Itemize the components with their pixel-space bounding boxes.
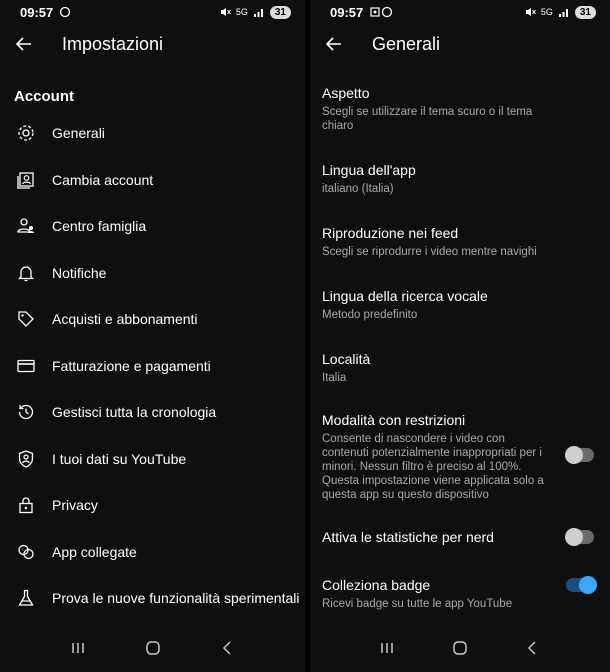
family-icon [16, 216, 36, 236]
menu-item-label: Cambia account [52, 171, 154, 188]
menu-item-dati[interactable] [0, 436, 305, 483]
setting-subtitle: italiano (Italia) [322, 183, 394, 195]
account-switch-icon [16, 170, 36, 190]
whatsapp-icon [381, 6, 393, 18]
setting-title: Aspetto [322, 85, 370, 101]
setting-title: Attiva le statistiche per nerd [322, 529, 494, 545]
setting-subtitle: Metodo predefinito [322, 309, 418, 321]
link-icon [16, 542, 36, 562]
menu-item-label: App collegate [52, 543, 137, 560]
status-time: 09:57 [330, 4, 364, 20]
credit-card-icon [16, 356, 36, 376]
toggle-knob [565, 446, 583, 464]
back-arrow-icon[interactable] [14, 34, 34, 54]
battery-badge: 31 [270, 6, 291, 19]
menu-item-label: Acquisti e abbonamenti [52, 311, 198, 328]
back-arrow-icon[interactable] [324, 34, 344, 54]
badge-toggle[interactable] [566, 578, 594, 592]
setting-subtitle: Italia [322, 372, 347, 384]
back-nav-icon[interactable] [524, 639, 542, 657]
menu-item-label: Centro famiglia [52, 218, 147, 235]
status-bar [310, 0, 610, 24]
menu-item-label: I tuoi dati su YouTube [52, 450, 187, 467]
recent-apps-icon[interactable] [378, 639, 396, 657]
gear-icon [16, 123, 36, 143]
setting-title: Lingua della ricerca vocale [322, 288, 488, 304]
back-nav-icon[interactable] [219, 639, 237, 657]
page-title: Impostazioni [62, 33, 164, 54]
setting-lingua-app[interactable] [322, 161, 610, 196]
menu-item-label: Notifiche [52, 264, 107, 281]
setting-subtitle: Ricevi badge su tutte le app YouTube [322, 598, 513, 610]
menu-item-label: Privacy [52, 497, 98, 514]
setting-aspetto[interactable] [322, 84, 610, 133]
toggle-knob [579, 576, 597, 594]
settings-menu [0, 110, 305, 622]
setting-localita[interactable] [322, 350, 610, 385]
status-bar [0, 0, 305, 24]
setting-title: Località [322, 351, 371, 367]
mute-icon [524, 6, 536, 18]
setting-statistiche-nerd[interactable] [322, 528, 610, 546]
setting-subtitle: Scegli se riprodurre i video mentre navighi [322, 246, 537, 258]
menu-item-generali[interactable] [0, 110, 305, 157]
general-settings-screen [310, 0, 610, 672]
home-icon[interactable] [144, 639, 162, 657]
whatsapp-icon [59, 6, 71, 18]
restricted-mode-toggle[interactable] [566, 448, 594, 462]
menu-item-privacy[interactable] [0, 482, 305, 529]
lock-icon [16, 495, 36, 515]
menu-item-cronologia[interactable] [0, 389, 305, 436]
system-nav-bar [0, 624, 305, 672]
setting-subtitle: Scegli se utilizzare il tema scuro o il tema chiaro [322, 106, 533, 132]
menu-item-sperimentali[interactable] [0, 575, 305, 622]
setting-title: Riproduzione nei feed [322, 225, 459, 241]
history-icon [16, 402, 36, 422]
setting-title: Modalità con restrizioni [322, 412, 466, 428]
menu-item-notifiche[interactable] [0, 250, 305, 297]
bell-icon [16, 263, 36, 283]
signal-icon [253, 6, 265, 18]
toggle-knob [565, 528, 583, 546]
general-settings-list [322, 84, 610, 611]
stats-for-nerds-toggle[interactable] [566, 530, 594, 544]
setting-modalita-restrizioni[interactable] [322, 411, 610, 502]
menu-item-label: Gestisci tutta la cronologia [52, 404, 217, 421]
menu-item-centro-famiglia[interactable] [0, 203, 305, 250]
setting-colleziona-badge[interactable] [322, 576, 610, 611]
home-icon[interactable] [451, 639, 469, 657]
section-title: Account [14, 88, 74, 105]
menu-item-label: Generali [52, 125, 105, 142]
setting-title: Lingua dell'app [322, 162, 416, 178]
menu-item-cambia-account[interactable] [0, 157, 305, 204]
tag-icon [16, 309, 36, 329]
menu-item-label: Fatturazione e pagamenti [52, 357, 211, 374]
network-icon: 5G [235, 7, 248, 17]
menu-item-app-collegate[interactable] [0, 529, 305, 576]
signal-icon [558, 6, 570, 18]
network-icon: 5G [540, 7, 553, 17]
setting-subtitle: Consente di nascondere i video con contenuti potenzialmente inappropriati per i minori. Nessun filtro è preciso al 100%. Questa impostazione viene applicata solo a questa app su questo dispositivo [322, 433, 544, 501]
battery-badge: 31 [575, 6, 596, 19]
shield-person-icon [16, 449, 36, 469]
system-nav-bar [310, 624, 610, 672]
setting-riproduzione-feed[interactable] [322, 224, 610, 259]
recent-apps-icon[interactable] [69, 639, 87, 657]
menu-item-label: Prova le nuove funzionalità sperimentali [52, 590, 300, 607]
screenshot-icon [369, 6, 381, 18]
setting-title: Colleziona badge [322, 577, 431, 593]
setting-lingua-ricerca-vocale[interactable] [322, 287, 610, 322]
app-header [310, 28, 610, 60]
status-time: 09:57 [20, 4, 54, 20]
mute-icon [219, 6, 231, 18]
app-header [0, 28, 305, 60]
menu-item-acquisti[interactable] [0, 296, 305, 343]
page-title: Generali [372, 33, 441, 54]
flask-icon [16, 588, 36, 608]
menu-item-fatturazione[interactable] [0, 343, 305, 390]
